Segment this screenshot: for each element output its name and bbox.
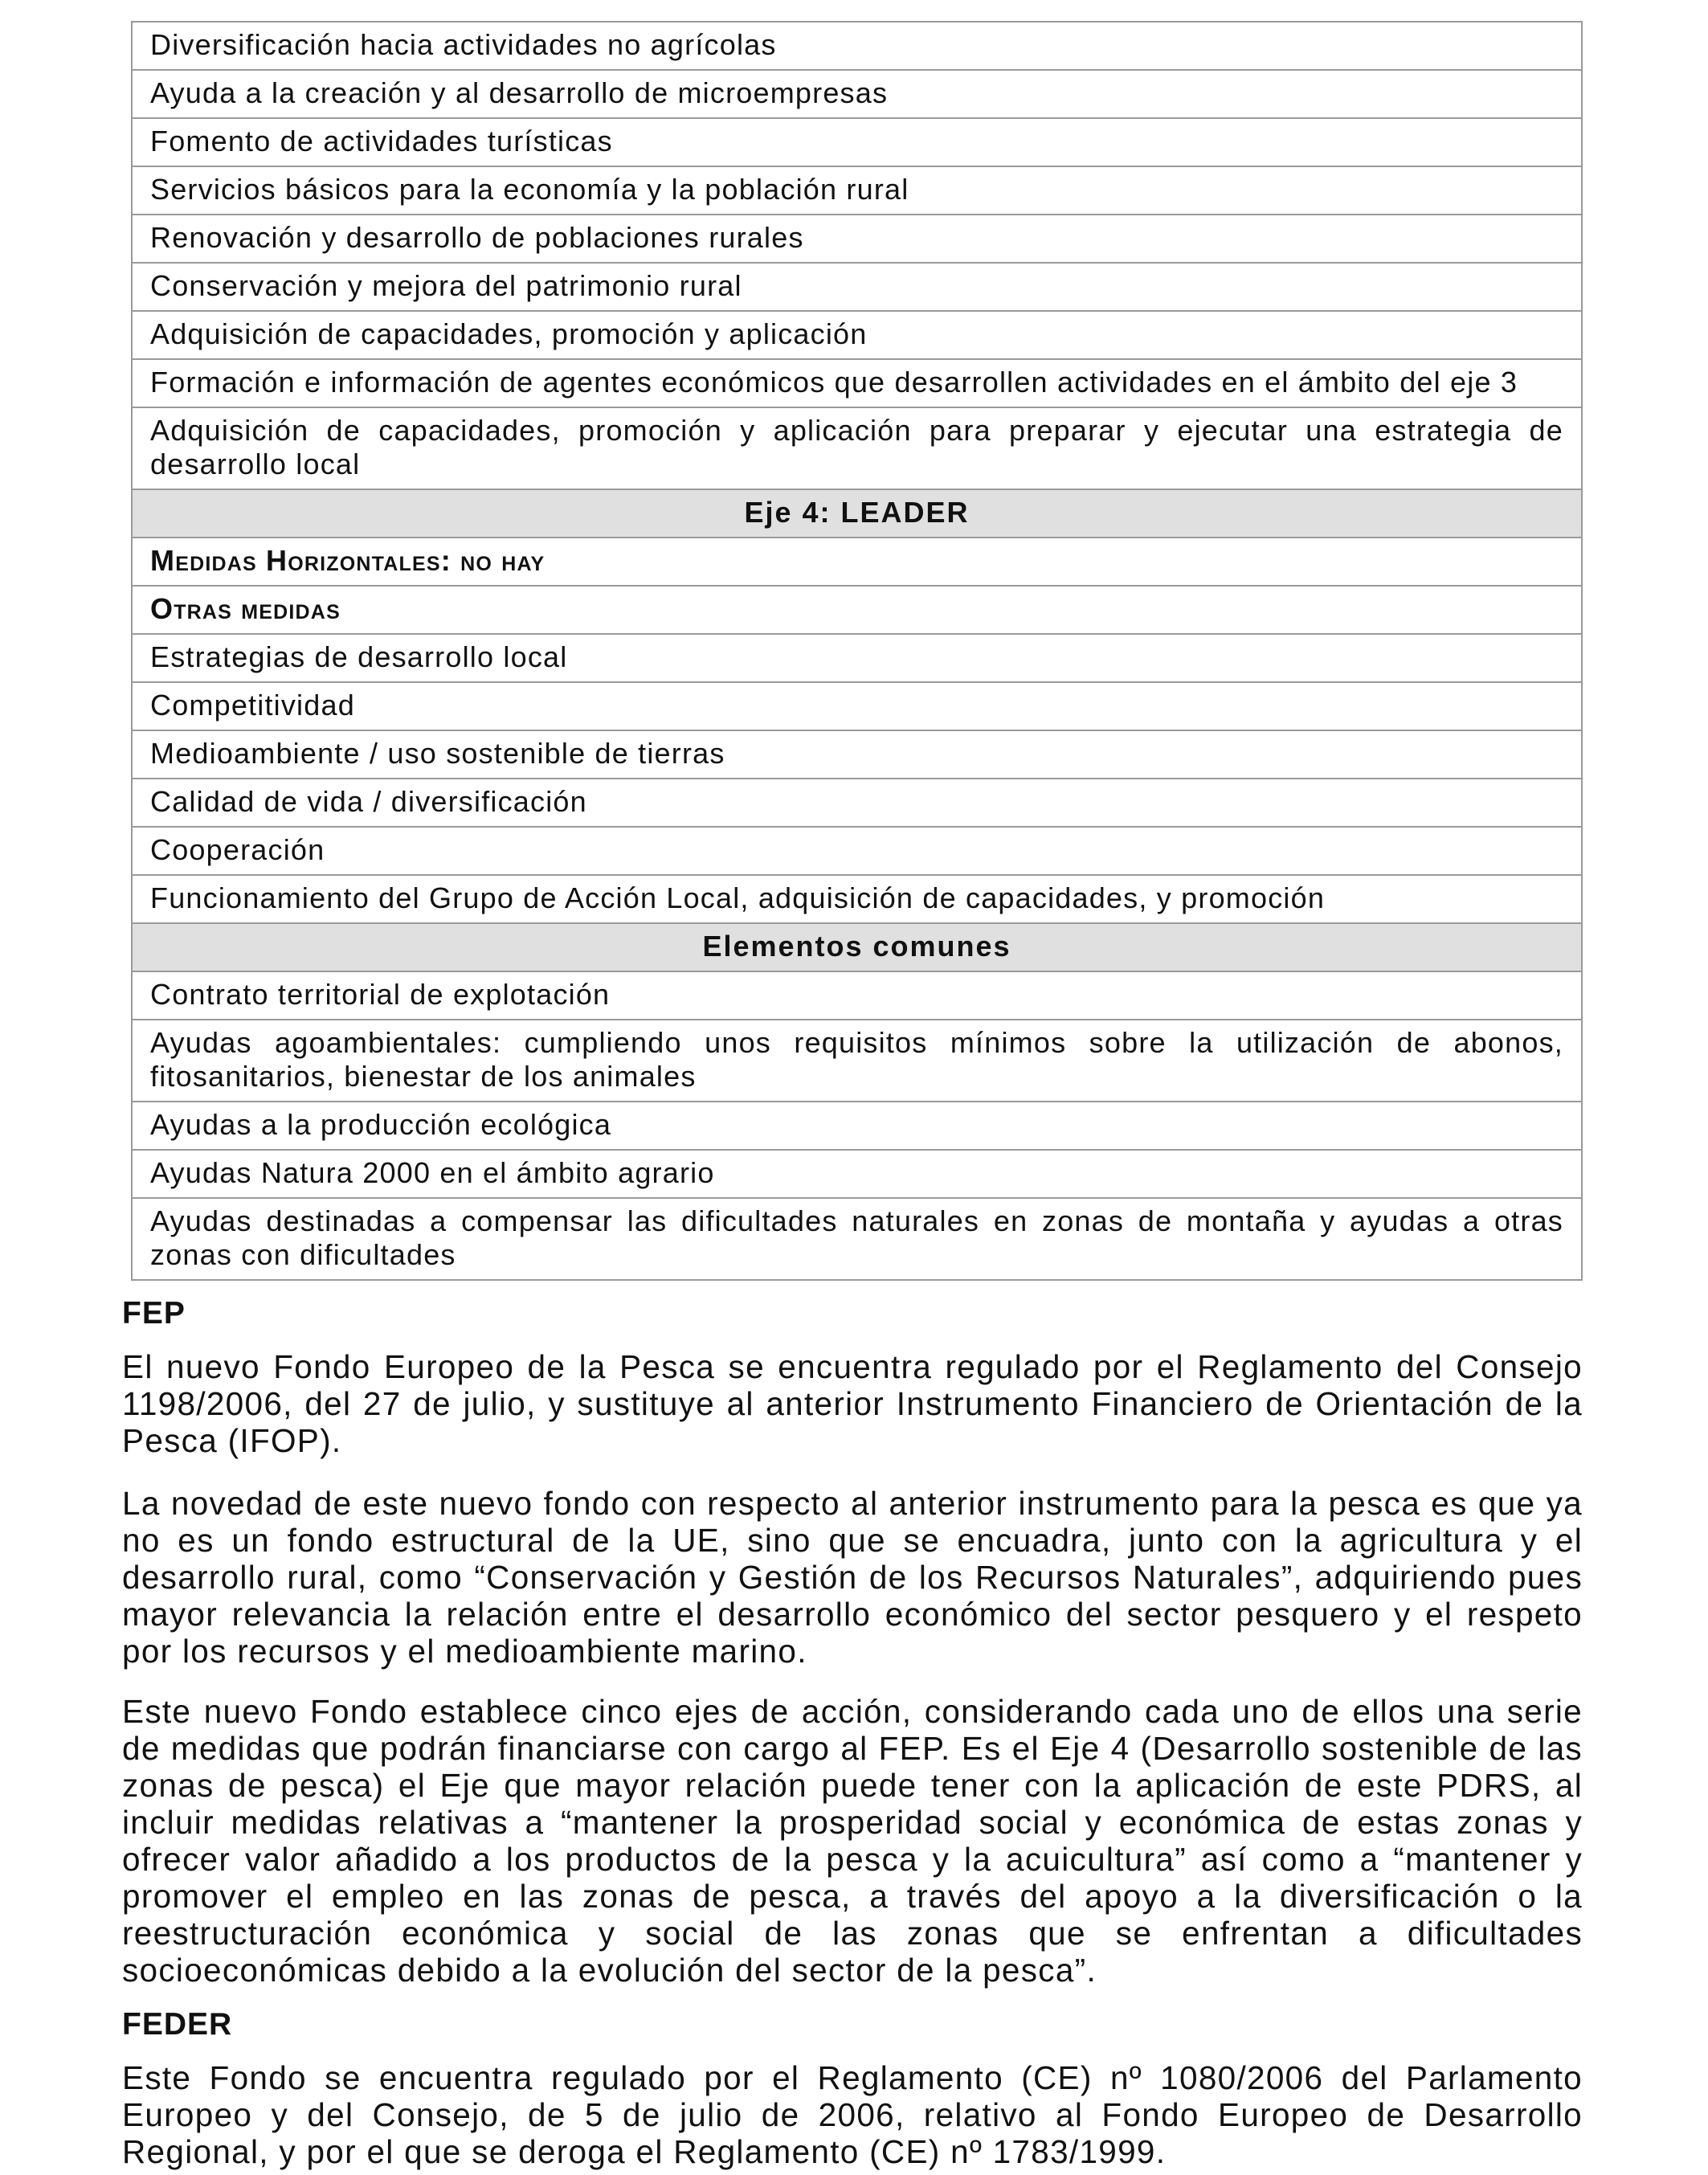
measure-group-cell: Medidas Horizontales: no hay	[132, 538, 1582, 586]
measure-row	[132, 263, 1582, 311]
measure-cell: Ayudas destinadas a compensar las dificultades naturales en zonas de montaña y ayudas a otras zonas con dificultades	[132, 1198, 1582, 1280]
axis-header-cell: Elementos comunes	[132, 923, 1582, 971]
measure-row	[132, 311, 1582, 359]
fep-paragraph: Este nuevo Fondo establece cinco ejes de acción, considerando cada uno de ellos una serie de medidas que podrán financiarse con cargo al FEP. Es el Eje 4 (Desarrollo sostenible de las zonas de pesca) el Eje que mayor relación puede tener con la aplicación de este PDRS, al incluir medidas relativas a “mantener la prosperidad social y económica de estas zonas y ofrecer valor añadido a los productos de la pesca y la acuicultura” así como a “mantener y promover el empleo en las zonas de pesca, a través del apoyo a la diversificación o la reestructuración económica y social de las zonas que se enfrentan a dificultades socioeconómicas debido a la evolución del sector de la pesca”.	[122, 1693, 1583, 1989]
measure-cell: Competitividad	[132, 682, 1582, 730]
measures-table-body	[132, 22, 1582, 1280]
fep-title: FEP	[122, 1296, 186, 1331]
measures-table	[131, 21, 1583, 1281]
measure-group-cell: Otras medidas	[132, 586, 1582, 634]
measure-cell: Estrategias de desarrollo local	[132, 634, 1582, 682]
measure-row	[132, 407, 1582, 489]
measure-cell: Ayudas a la producción ecológica	[132, 1102, 1582, 1150]
measure-cell: Calidad de vida / diversificación	[132, 779, 1582, 827]
measure-cell: Adquisición de capacidades, promoción y aplicación para preparar y ejecutar una estrategia de desarrollo local	[132, 407, 1582, 489]
measure-row	[132, 1020, 1582, 1102]
measure-cell: Diversificación hacia actividades no agrícolas	[132, 22, 1582, 70]
feder-title: FEDER	[122, 2007, 233, 2042]
measure-cell: Medioambiente / uso sostenible de tierras	[132, 730, 1582, 779]
measure-cell: Adquisición de capacidades, promoción y aplicación	[132, 311, 1582, 359]
measure-cell: Servicios básicos para la economía y la población rural	[132, 166, 1582, 215]
measure-row	[132, 682, 1582, 730]
measure-row	[132, 779, 1582, 827]
measure-group-row	[132, 586, 1582, 634]
measure-row	[132, 1150, 1582, 1198]
measure-group-row	[132, 538, 1582, 586]
fep-paragraph: El nuevo Fondo Europeo de la Pesca se encuentra regulado por el Reglamento del Consejo 1198/2006, del 27 de julio, y sustituye al anterior Instrumento Financiero de Orientación de la Pesca (IFOP).	[122, 1348, 1583, 1459]
measure-cell: Funcionamiento del Grupo de Acción Local, adquisición de capacidades, y promoción	[132, 875, 1582, 923]
measure-cell: Ayudas agoambientales: cumpliendo unos requisitos mínimos sobre la utilización de abonos, fitosanitarios, bienestar de los animales	[132, 1020, 1582, 1102]
fep-paragraph: La novedad de este nuevo fondo con respecto al anterior instrumento para la pesca es que ya no es un fondo estructural de la UE, sino que se encuadra, junto con la agricultura y el desarrollo rural, como “Conservación y Gestión de los Recursos Naturales”, adquiriendo pues mayor relevancia la relación entre el desarrollo económico del sector pesquero y el respeto por los recursos y el medioambiente marino.	[122, 1485, 1583, 1670]
measure-row	[132, 215, 1582, 263]
measure-row	[132, 827, 1582, 875]
measure-row	[132, 166, 1582, 215]
measure-cell: Conservación y mejora del patrimonio rural	[132, 263, 1582, 311]
measure-cell: Formación e información de agentes económicos que desarrollen actividades en el ámbito del eje 3	[132, 359, 1582, 407]
feder-paragraph: Este Fondo se encuentra regulado por el Reglamento (CE) nº 1080/2006 del Parlamento Europeo y del Consejo, de 5 de julio de 2006, relativo al Fondo Europeo de Desarrollo Regional, y por el que se deroga el Reglamento (CE) nº 1783/1999.	[122, 2059, 1583, 2170]
measure-row	[132, 730, 1582, 779]
measure-row	[132, 118, 1582, 166]
measure-cell: Cooperación	[132, 827, 1582, 875]
measure-row	[132, 634, 1582, 682]
measure-cell: Ayudas Natura 2000 en el ámbito agrario	[132, 1150, 1582, 1198]
measure-cell: Contrato territorial de explotación	[132, 971, 1582, 1020]
measure-row	[132, 359, 1582, 407]
measure-cell: Fomento de actividades turísticas	[132, 118, 1582, 166]
measure-row	[132, 1102, 1582, 1150]
measure-cell: Ayuda a la creación y al desarrollo de microempresas	[132, 70, 1582, 118]
measure-cell: Renovación y desarrollo de poblaciones rurales	[132, 215, 1582, 263]
axis-header-row	[132, 923, 1582, 971]
measure-row	[132, 22, 1582, 70]
measure-row	[132, 875, 1582, 923]
axis-header-row	[132, 489, 1582, 538]
measure-row	[132, 1198, 1582, 1280]
axis-header-cell: Eje 4: LEADER	[132, 489, 1582, 538]
measure-row	[132, 70, 1582, 118]
measure-row	[132, 971, 1582, 1020]
